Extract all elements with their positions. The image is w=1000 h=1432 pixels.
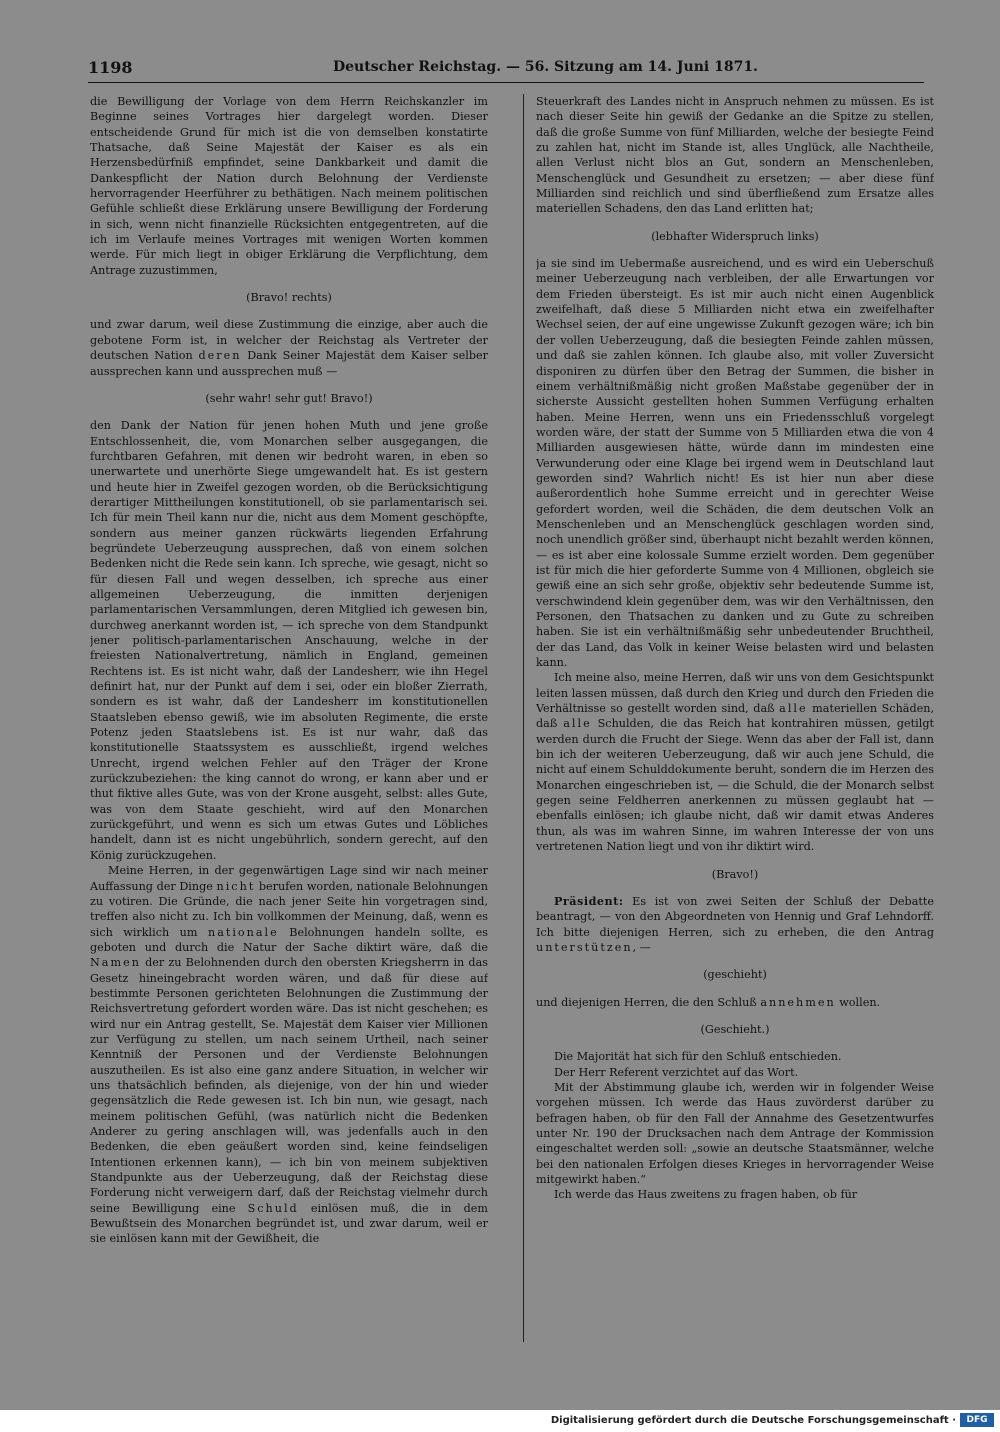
interjection: (geschieht) [703,968,767,982]
paragraph: Ich meine also, meine Herren, daß wir uns von dem Gesichtspunkt leiten lassen müssen, daß durch den Krieg und durch den Frieden die Verhältnisse so gestellt worden sind, daß alle materiellen Schäden, daß alle Schulden, die das Reich hat kontrahiren müssen, getilgt werden durch die Frucht der Siege. Wenn das aber der Fall ist, dann bin ich der weiteren Ueberzeugung, daß wir auch jene Schuld, die nicht auf einem Schulddokumente beruht, sondern die im Herzen des Monarchen eingeschrieben ist, — die Schuld, die der Monarch selbst gegen seine Feldherren anerkennen zu müssen geglaubt hat — ebenfalls einlösen; ich glaube nicht, daß wir damit etwas Anderes thun, als was im wahren Sinne, im wahren Interesse der von uns vertretenen Nation liegt und von ihr diktirt wird. [536,671,934,854]
running-title: Deutscher Reichstag. — 56. Sitzung am 14. Juni 1871. [333,59,758,75]
right-column [536,94,934,1344]
interjection: (Bravo! rechts) [246,291,332,305]
interjection: (Bravo!) [711,867,759,881]
interjection: (sehr wahr! sehr gut! Bravo!) [205,391,373,405]
paragraph: Mit der Abstimmung glaube ich, werden wir in folgender Weise vorgehen müssen. Ich werde das Haus zuvörderst darüber zu befragen haben, ob für den Fall der Annahme des Gesetzentwurfes unter Nr. 190 der Drucksachen nach dem Antrage der Kommission eingeschaltet werden soll: „sowie an deutsche Staatsmänner, welche bei den nationalen Erfolgen dieses Krieges in hervorragender Weise mitgewirkt haben.“ [536,1080,934,1186]
paragraph: Steuerkraft des Landes nicht in Anspruch nehmen zu müssen. Es ist nach dieser Seite hin gewiß der Gedanke an die Spitze zu stellen, daß die große Summe von fünf Milliarden, welche der besiegte Feind zu zahlen hat, nicht im Stande ist, alles Unglück, alle Nachtheile, allen Verlust nicht blos an Gut, sondern an Menschenleben, Menschenglück und Gesundheit zu ersetzen; — aber diese fünf Milliarden sind reichlich und sind überfließend zum Ersatze alles materiellen Schadens, den das Land erlitten hat; [536,95,934,216]
paragraph: die Bewilligung der Vorlage von dem Herrn Reichskanzler im Beginne seines Vortrages hier dargelegt worden. Dieser entscheidende Grund für mich ist die von demselben konstatirte Thatsache, daß Seine Majestät der Kaiser es als ein Herzensbedürfniß empfindet, seine Dankbarkeit und damit die Dankespflicht der Nation durch Belohnung der Verdienste hervorragender Heerführer zu bethätigen. Nach meinem politischen Gefühle schließt diese Erklärung unsere Bewilligung der Forderung in sich, wenn nicht finanzielle Rücksichten entgegentreten, auf die ich im Verlaufe meines Vortrages mit wenigen Worten kommen werde. Für mich liegt in obiger Erklärung die Verpflichtung, dem Antrage zuzustimmen, [90,95,488,277]
paragraph: Meine Herren, in der gegenwärtigen Lage sind wir nach meiner Auffassung der Dinge nicht berufen worden, nationale Belohnungen zu votiren. Die Gründe, die nach jener Seite hin vorgetragen sind, treffen also nicht zu. Ich bin vollkommen der Meinung, daß, wenn es sich wirklich um nationale Belohnungen handeln sollte, es geboten und durch die Natur der Sache diktirt wäre, daß die Namen der zu Belohnenden durch den obersten Kriegsherrn in das Gesetz hineingebracht worden wären, und daß für diese auf bestimmte Personen gerichteten Belohnungen die Zustimmung der Reichsvertretung gefordert worden wäre. Das ist nicht geschehen; es wird nur ein Antrag gestellt, Se. Majestät dem Kaiser vier Millionen zur Verfügung zu stellen, um nach seinem Urtheil, nach seiner Kenntniß der Personen und der Verdienste Belohnungen auszutheilen. Es ist also eine ganz andere Situation, in welcher wir uns thatsächlich befinden, als diejenige, von der hin und wieder gegensätzlich die Rede gewesen ist. Ich bin nun, wie gesagt, nach meinem politischen Gefühl, (was natürlich nicht die Bedenken Anderer zu gering anschlagen will, was jedenfalls auch in den Bedenken, die eben geäußert worden sind, keine feindseligen Intentionen erkennen kann), — ich bin von meinem subjektiven Standpunkte aus der Ueberzeugung, daß der Reichstag diese Forderung nicht verweigern darf, daß der Reichstag vielmehr durch seine Bewilligung eine Schuld einlösen muß, die in dem Bewußtsein des Monarchen begründet ist, und zwar darum, weil er sie einlösen kann mit der Gewißheit, die [90,864,488,1246]
dfg-logo: DFG [960,1413,994,1427]
paragraph: Die Majorität hat sich für den Schluß entschieden. [554,1050,842,1064]
emphasis: nationale [207,925,279,939]
paragraph: Der Herr Referent verzichtet auf das Wort. [554,1065,799,1079]
digitization-credit: Digitalisierung gefördert durch die Deutsche Forschungsgemeinschaft · [550,1415,956,1426]
emphasis: alle [779,702,808,716]
page-number: 1198 [88,58,133,77]
emphasis: alle [563,717,592,731]
paragraph: ja sie sind im Uebermaße ausreichend, und es wird ein Ueberschuß meiner Ueberzeugung nach verbleiben, der alle Erwartungen vor dem Frieden übersteigt. Es ist mir auch nicht einen Augenblick zweifelhaft, daß diese 5 Milliarden nicht etwa ein zweifelhafter Wechsel seien, der auf eine ungewisse Zukunft gezogen wäre; ich bin der vollen Ueberzeugung, daß die besiegten Feinde zahlen müssen, und daß sie zahlen können. Ich glaube also, mit voller Zuversicht disponiren zu dürfen über den Betrag der Summen, die bisher in einem verhältnißmäßig nicht großen Maßstabe gegenüber der in sicherste Aussicht gestellten hohen Summen Verfügung erhalten haben. Meine Herren, wenn uns ein Friedensschluß vorgelegt worden wäre, der statt der Summe von 5 Milliarden etwa die von 4 Milliarden ausgewiesen hätte, würde dann im mindesten eine Verwunderung oder eine Klage bei irgend wem in Deutschland laut geworden sind? Wahrlich nicht! Es ist hier nun aber diese außerordentlich hohe Summe erreicht und in gerechter Weise gefordert worden, weil die Schäden, die dem deutschen Volk an Menschenleben und an Menschenglück geschlagen worden sind, noch unendlich größer sind, überhaupt nicht bezahlt werden können, — es ist aber eine kolossale Summe erzielt worden. Dem gegenüber ist für mich die hier geforderte Summe von 4 Millionen, obgleich sie gewiß eine an sich sehr große, objektiv sehr bedeutende Summe ist, verschwindend klein gegenüber dem, was wir den Verhältnissen, den Personen, den Thatsachen zu danken und zu Gute zu schreiben haben. Sie ist ein verhältnißmäßig sehr unbedeutender Bruchtheil, der das Land, das Volk in keiner Weise belasten wird und belasten kann. [536,257,934,670]
emphasis: unterstützen [536,940,633,954]
interjection: (Geschieht.) [700,1022,770,1036]
emphasis: deren [198,349,242,363]
footer-bar [0,1410,1000,1432]
emphasis: annehmen [760,995,836,1009]
speaker-label: Präsident: [554,893,624,908]
paragraph: und zwar darum, weil diese Zustimmung die einzige, aber auch die gebotene Form ist, in welcher der Reichstag als Vertreter der deutschen Nation deren Dank Seiner Majestät dem Kaiser selber aussprechen kann und aussprechen muß — [90,318,488,378]
emphasis: Namen [90,956,141,970]
interjection: (lebhafter Widerspruch links) [651,229,819,243]
left-column [90,94,488,1344]
paragraph: und diejenigen Herren, die den Schluß annehmen wollen. [536,995,881,1009]
paragraph: Ich werde das Haus zweitens zu fragen haben, ob für [554,1188,858,1202]
page-header [88,56,924,83]
emphasis: Schuld [247,1201,299,1215]
paragraph: Präsident: Es ist von zwei Seiten der Schluß der Debatte beantragt, — von den Abgeordneten von Hennig und Graf Lehndorff. Ich bitte diejenigen Herren, sich zu erheben, die den Antrag unterstützen, — [536,893,934,954]
column-divider [523,94,524,1342]
emphasis: nicht [216,879,256,893]
paragraph: den Dank der Nation für jenen hohen Muth und jene große Entschlossenheit, die, vom Monarchen selber ausgegangen, die furchtbaren Gefahren, mit denen wir bedroht waren, in eben so unerwartete und unerhörte Siege umgewandelt hat. Es ist gestern und heute hier in Zweifel gezogen worden, ob die Berücksichtigung derartiger Mittheilungen konstitutionell, ob sie parlamentarisch sei. Ich für mein Theil kann nur die, nicht aus dem Moment geschöpfte, sondern aus meiner ganzen rückwärts liegenden Erfahrung begründete Ueberzeugung aussprechen, daß von einem solchen Bedenken nicht die Rede sein kann. Ich spreche, wie gesagt, nicht so für diesen Fall und wegen desselben, ich spreche aus einer allgemeinen Ueberzeugung, die inmitten derjenigen parlamentarischen Versammlungen, deren Mitglied ich gewesen bin, durchweg anerkannt worden ist, — ich spreche von dem Standpunkt jener politisch-parlamentarischen Anschauung, welche in der freiesten Nationalvertretung, nämlich in England, gemeinen Rechtens ist. Es ist nicht wahr, daß der Landesherr, wie ihn Hegel definirt hat, nur der Punkt auf dem i sei, oder ein bloßer Zierrath, sondern es ist wahr, daß der Landesherr im konstitutionellen Staatsleben ebenso gewiß, wie im absoluten Regimente, die erste Potenz jeden Staatslebens ist. Es ist nur wahr, daß das konstitutionelle Staatssystem es ausschließt, irgend welches Unrecht, irgend welchen Fehler auf den Träger der Krone zurückzubeziehen: the king cannot do wrong, er kann aber und er thut fiktive alles Gute, was von der Krone ausgeht, selbst: alles Gute, was von dem Staate geschieht, wird auf den Monarchen zurückgeführt, und wenn es sich um etwas Gutes und Löbliches handelt, dann ist es nicht ungebührlich, sondern gerecht, auf den König zurückzugehen. [90,419,488,862]
